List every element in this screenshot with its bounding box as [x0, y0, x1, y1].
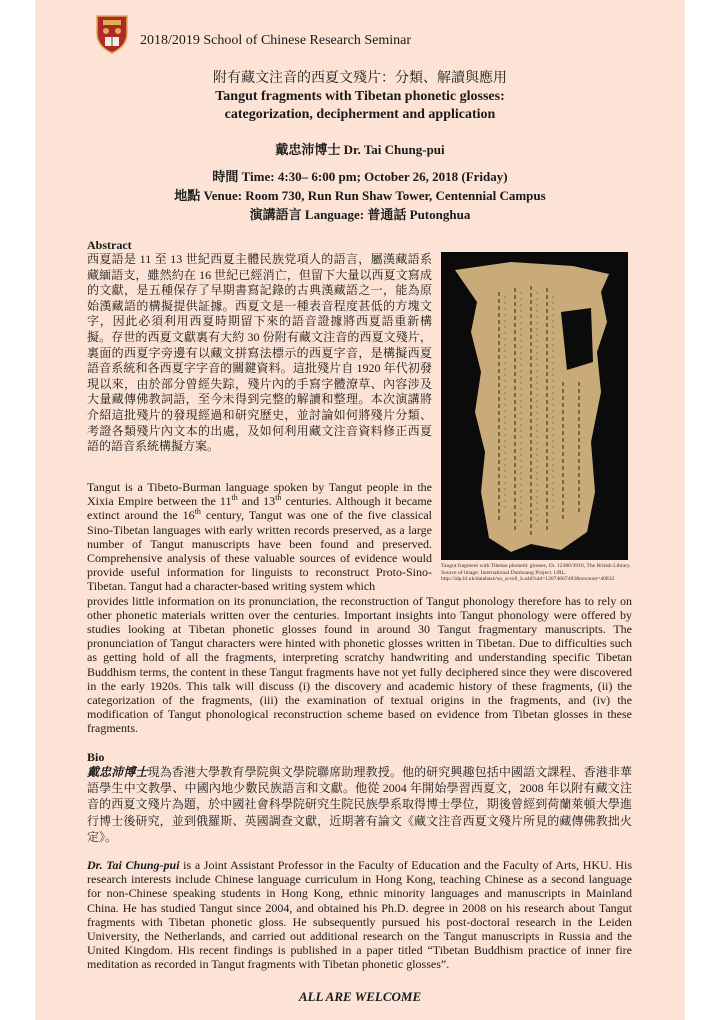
abstract-en-body: provides little information on its pronunciation, the reconstruction of Tangut phonology therefore has to rely on other phonetic materials written over the centuries. Important insights into Tangut phonology were offered by studies looking at Tibetan phonetic glosses found in around 30 Tangut fragmentary manuscripts. The pronunciation of Tangut characters were hinted with phonetic glosses written in Tibetan. Due to difficulties such as getting hold of all the fragments, interpreting scratchy handwriting and understanding specific Tibetan Buddhism terms, the content in these Tangut fragments have not yet fully deciphered since they were discovered in the early 1920s. This talk will discuss (i) the discovery and academic history of these fragments, (ii) the categorization of the fragments, (iii) the examination of textual origins in the fragments, and (iv) the modification of Tangut phonological reconstruction scheme based on evidence from Tibetan glosses in these fragments.: [87, 593, 632, 736]
seminar-poster: [35, 0, 685, 1020]
abstract-en-intro: Tangut is a Tibeto-Burman language spoken by Tangut people in the Xixia Empire between the 11th and 13th centuries. Although it became extinct around the 16th century, Tangut was one of the five classical Sino-Tibetan languages with early written records preserved, as a large number of Tangut manuscripts have been found and preserved. Comprehensive analysis of these valuable sources of evidence would provide useful information for linguists to reconstruct Proto-Sino-Tibetan. Tangut had a character-based writing system which: [87, 480, 433, 594]
bio-en-name: Dr. Tai Chung-pui: [87, 858, 180, 872]
bio-zh: 戴忠沛博士現為香港大學教育學院與文學院聯席助理教授。他的研究興趣包括中國語文課程、香港非華語學生中文教學、中國內地少數民族語言和文獻。他從 2004 年開始學習西夏文，2008 年以附有藏文注音的西夏文殘片為題，於中國社會科學院研究生院民族學系取得博士學位，期後曾經到荷蘭萊頓大學進行博士後研究，並到俄羅斯、英國調查文獻，近期著有論文《藏文注音西夏文殘片所見的藏傳佛教拙火定》。: [87, 765, 632, 844]
bio-heading: Bio: [87, 750, 105, 764]
speaker-name: 戴忠沛博士 Dr. Tai Chung-pui: [275, 142, 445, 157]
talk-time: 時間 Time: 4:30– 6:00 pm; October 26, 2018 (Friday): [212, 169, 508, 184]
talk-title-en-line2: categorization, decipherment and application: [224, 107, 496, 122]
image-caption: Tangut fragment with Tibetan phonetic glosses, Or. 12380/3910, The British Library. Source of image: International Dunhuang Project. URL: http://idp.bl.uk/database/oo_scroll_h.a4d?uid=12074667483&recnum=40833: [441, 563, 631, 583]
talk-title-en-line1: Tangut fragments with Tibetan phonetic glosses:: [215, 89, 505, 104]
bio-zh-name: 戴忠沛博士: [87, 765, 148, 779]
talk-language: 演講語言 Language: 普通話 Putonghua: [249, 207, 471, 222]
abstract-en: [87, 480, 632, 736]
abstract-heading: Abstract: [87, 238, 132, 252]
hku-crest-icon: [95, 14, 129, 54]
talk-venue: 地點 Venue: Room 730, Run Run Shaw Tower, Centennial Campus: [174, 188, 546, 203]
talk-title: [35, 70, 685, 124]
seminar-series-title: 2018/2019 School of Chinese Research Seminar: [140, 33, 412, 48]
all-are-welcome: ALL ARE WELCOME: [298, 989, 422, 1004]
talk-title-zh: 附有藏文注音的西夏文殘片：分類、解讀與應用: [213, 71, 507, 86]
abstract-zh: 西夏語是 11 至 13 世紀西夏主體民族党項人的語言，屬漢藏語系藏緬語支，雖然約在 16 世紀已經消亡，但留下大量以西夏文寫成的文獻，是五種保存了早期書寫記錄的古典漢藏語之一，能為原始漢藏語的構擬提供証據。西夏文是一種表音程度甚低的方塊文字，因此必須利用西夏時期留下來的語音證據將西夏語重新構擬。存世的西夏文獻裏有大約 30 份附有藏文注音的西夏文殘片，裏面的西夏字旁邊有以藏文拼寫法標示的西夏字音，是構擬西夏語音系統和各西夏字字音的關鍵資料。這批殘片自 1920 年代初發現以來，由於部分曾經失踪，殘片內的手寫字體潦草、內容涉及大量藏傳佛教詞語，至今未得到完整的解讀和整理。本次演講將介紹這批殘片的發現經過和研究歷史，並討論如何將殘片分類、考證各類殘片內文本的出處，及如何利用藏文注音資料修正西夏語的語音系統構擬方案。: [87, 252, 432, 454]
talk-details: [35, 167, 685, 224]
bio-en: Dr. Tai Chung-pui is a Joint Assistant Professor in the Faculty of Education and the Faculty of Arts, HKU. His research interests include Chinese language curriculum in Hong Kong, teaching Chinese as a second language for non-Chinese speaking students in Hong Kong, ethnic minority languages and manuscripts in Mainland China. He has studied Tangut since 2004, and obtained his Ph.D. degree in 2008 on his research about Tangut fragments with Tibetan phonetic gloss. He subsequently pursued his post-doctoral research in the Leiden University, the Netherlands, and carried out additional research on the Tangut manuscripts in Russia and the United Kingdom. His recent findings is published in a paper titled “Tibetan Buddhism practice of inner fire meditation as recorded in Tangut fragments with Tibetan phonetic glosses”.: [87, 858, 633, 972]
